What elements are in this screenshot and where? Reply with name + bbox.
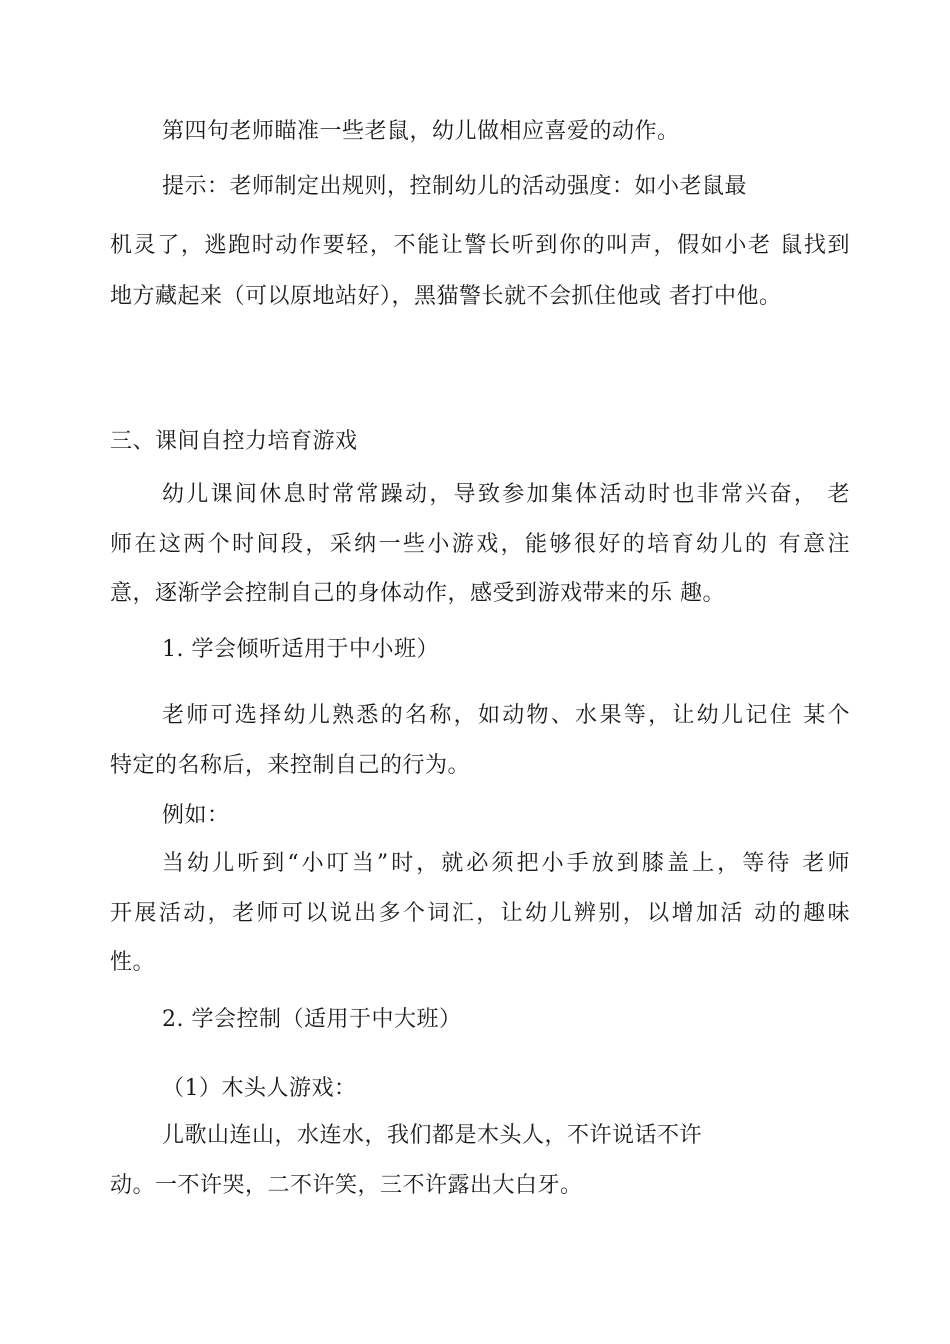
subsection-heading: 2. 学会控制（适用于中大班） bbox=[162, 1007, 462, 1032]
paragraph-line: 提示：老师制定出规则，控制幼儿的活动强度：如小老鼠最 bbox=[162, 174, 748, 199]
paragraph-line: 第四句老师瞄准一些老鼠，幼儿做相应喜爱的动作。 bbox=[162, 119, 680, 144]
paragraph-line: 儿歌山连山，水连水，我们都是木头人，不许说话不许 bbox=[162, 1123, 703, 1148]
paragraph-line: 地方藏起来（可以原地站好），黑猫警长就不会抓住他或 者打中他。 bbox=[110, 284, 782, 309]
subsection-heading: 1. 学会倾听适用于中小班） bbox=[162, 637, 439, 662]
paragraph-line: 师在这两个时间段，采纳一些小游戏，能够很好的培育幼儿的 有意注 bbox=[110, 532, 850, 557]
section-heading: 三、课间自控力培育游戏 bbox=[110, 429, 358, 454]
paragraph-line: 动。一不许哭，二不许笑，三不许露出大白牙。 bbox=[110, 1173, 583, 1198]
paragraph-line: 机灵了，逃跑时动作要轻，不能让警长听到你的叫声，假如小老 鼠找到 bbox=[110, 233, 850, 258]
paragraph-line: 例如： bbox=[162, 803, 230, 828]
paragraph-line: 性。 bbox=[110, 950, 156, 975]
paragraph-line: 当幼儿听到“小叮当”时，就必须把小手放到膝盖上，等待 老师 bbox=[162, 851, 850, 876]
paragraph-line: 幼儿课间休息时常常躁动，导致参加集体活动时也非常兴奋， 老 bbox=[162, 482, 850, 507]
item-heading: （1）木头人游戏： bbox=[162, 1076, 357, 1101]
paragraph-line: 老师可选择幼儿熟悉的名称，如动物、水果等，让幼儿记住 某个 bbox=[162, 703, 850, 728]
paragraph-line: 开展活动，老师可以说出多个词汇，让幼儿辨别，以增加活 动的趣味 bbox=[110, 901, 850, 926]
paragraph-line: 特定的名称后，来控制自己的行为。 bbox=[110, 753, 471, 778]
paragraph-line: 意，逐渐学会控制自己的身体动作，感受到游戏带来的乐 趣。 bbox=[110, 581, 725, 606]
